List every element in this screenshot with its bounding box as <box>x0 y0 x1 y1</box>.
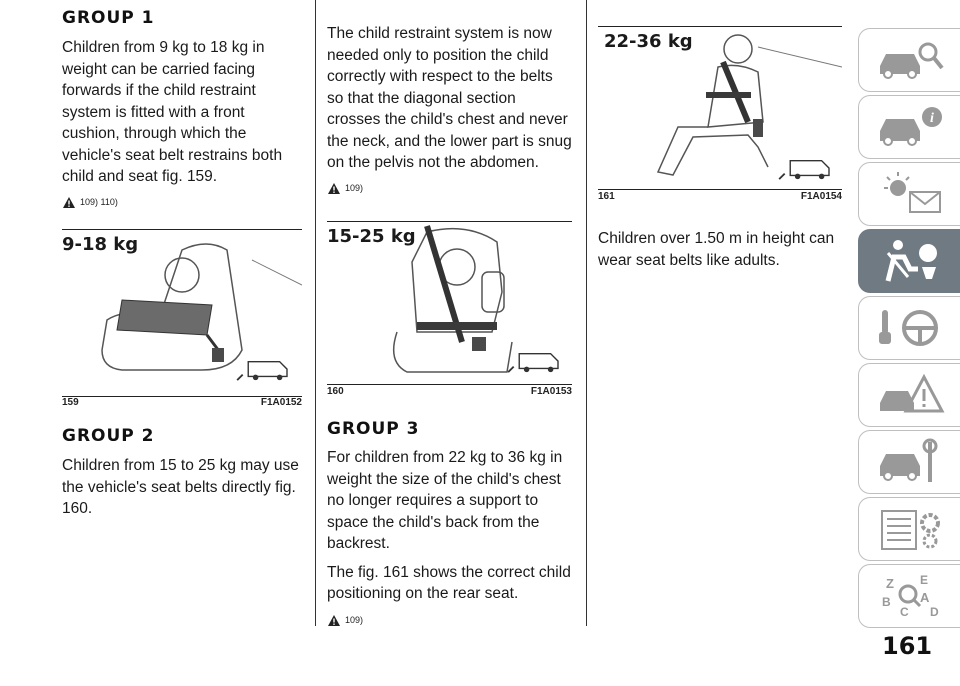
col2-intro-text: The child restraint system is now needed only to position the child correctly with respect to the belts so that the diagonal section crosses the child's chest and never the neck, and the lower part is snug on the pelvis not the abdomen. <box>327 25 572 171</box>
car-info-icon <box>874 103 946 151</box>
figure-160 <box>327 221 572 397</box>
car-search-icon <box>874 36 946 84</box>
warning-triangle-icon <box>327 182 341 195</box>
index-letters-icon <box>874 572 946 620</box>
group1-text: Children from 9 kg to 18 kg in weight can be carried facing forwards if the child restraint system is fitted with a front cushion, through which the vehicle's seat belt restrains both child and seat fig. 159. <box>62 39 283 185</box>
svg-text:D: D <box>929 605 939 619</box>
figure-159 <box>62 229 302 408</box>
tab-specs[interactable] <box>858 497 960 561</box>
specs-gear-icon <box>874 505 946 553</box>
van-icon <box>234 358 292 382</box>
figure-161 <box>598 26 842 202</box>
figure-code: F1A0154 <box>800 191 842 202</box>
column-divider-2 <box>586 0 587 626</box>
group2-text: Children from 15 to 25 kg may use the vehicle's seat belts directly fig. 160. <box>62 457 299 517</box>
warning-ref-text: 109) <box>345 183 364 193</box>
page-number: 161 <box>882 632 933 660</box>
warning-lights-icon <box>874 170 946 218</box>
column-3-lower <box>598 228 842 271</box>
warning-triangle-icon <box>327 614 341 627</box>
figure-number: 159 <box>62 397 79 408</box>
van-icon <box>505 350 563 374</box>
warning-ref-3[interactable] <box>327 614 572 627</box>
figure-weight-label: 22-36 kg <box>604 31 693 52</box>
warning-ref-text: 109) <box>345 615 364 625</box>
warning-ref-2[interactable] <box>327 182 572 195</box>
svg-text:A: A <box>919 590 929 605</box>
svg-text:Z: Z <box>885 576 894 591</box>
column-2 <box>327 0 572 195</box>
emergency-triangle-icon <box>874 371 946 419</box>
svg-text:i: i <box>929 111 934 126</box>
group3-text: For children from 22 kg to 36 kg in weight the size of the child's chest no longer requires a support to space the child's back from the backrest. <box>327 449 563 552</box>
tab-car-wrench[interactable] <box>858 430 960 494</box>
tab-seatbelt-airbag[interactable] <box>858 229 960 293</box>
group3-heading: GROUP 3 <box>327 419 420 439</box>
tab-index[interactable] <box>858 564 960 628</box>
column-divider-1 <box>315 0 316 626</box>
figure-weight-label: 15-25 kg <box>327 226 416 247</box>
seatbelt-airbag-icon <box>874 237 946 285</box>
figure-code: F1A0153 <box>530 386 572 397</box>
tab-car-search[interactable] <box>858 28 960 92</box>
column-1-lower <box>62 426 302 520</box>
tab-warning-lights[interactable] <box>858 162 960 226</box>
warning-triangle-icon <box>62 196 76 209</box>
group3-text-2: The fig. 161 shows the correct child positioning on the rear seat. <box>327 563 571 602</box>
svg-text:C: C <box>899 605 909 619</box>
figure-weight-label: 9-18 kg <box>62 234 139 255</box>
svg-text:B: B <box>881 595 891 609</box>
svg-text:E: E <box>919 573 928 587</box>
group1-heading: GROUP 1 <box>62 8 155 28</box>
figure-number: 161 <box>598 191 615 202</box>
column-1 <box>62 0 302 209</box>
group2-heading: GROUP 2 <box>62 426 155 446</box>
warning-ref-text: 109) 110) <box>80 197 118 207</box>
tab-steering-key[interactable] <box>858 296 960 360</box>
steering-wheel-key-icon <box>874 304 946 352</box>
figure-number: 160 <box>327 386 344 397</box>
tab-car-info[interactable] <box>858 95 960 159</box>
car-wrench-icon <box>874 438 946 486</box>
warning-ref-1[interactable] <box>62 196 302 209</box>
van-icon <box>776 157 834 181</box>
figure-code: F1A0152 <box>260 397 302 408</box>
column-2-lower <box>327 419 572 627</box>
adult-belt-text: Children over 1.50 m in height can wear seat belts like adults. <box>598 230 835 269</box>
tab-emergency[interactable] <box>858 363 960 427</box>
